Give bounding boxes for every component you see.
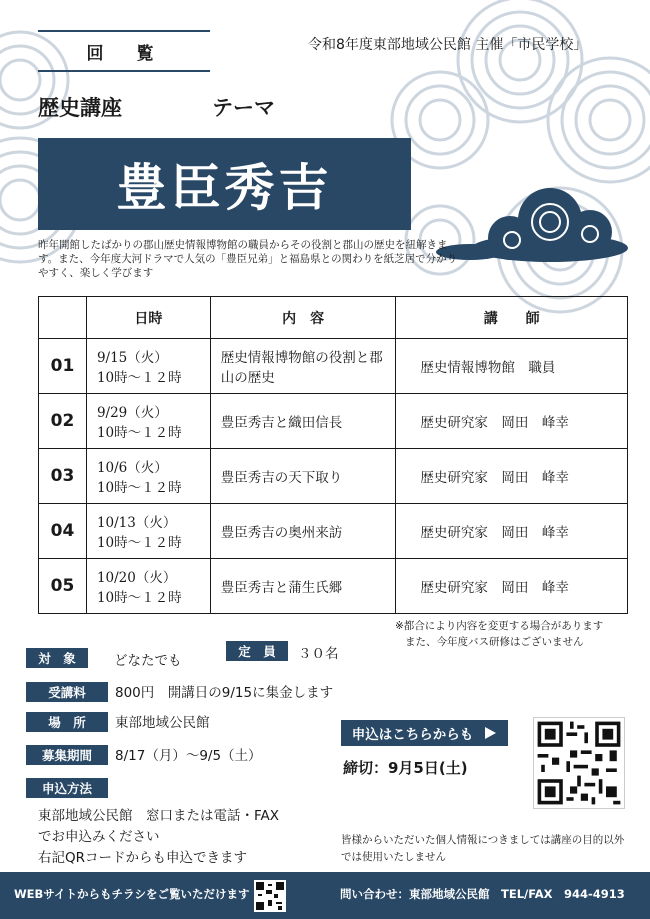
schedule-table (38, 296, 628, 614)
table-row (39, 339, 628, 394)
deadline: 締切：9月5日(土) (343, 759, 468, 777)
change-note (395, 618, 603, 650)
note-line: ※都合により内容を変更する場合があります (395, 620, 604, 632)
header-content: 内 容 (210, 297, 396, 339)
fee-value: 800円 開講日の9/15に集金します (115, 685, 334, 701)
row-content: 豊臣秀吉の天下取り (210, 449, 396, 504)
how-text (38, 806, 279, 869)
circulation-label (38, 30, 210, 72)
row-date: 10/13（火） (96, 515, 177, 531)
row-content: 歴史情報博物館の役割と郡山の歴史 (210, 339, 396, 394)
row-content: 豊臣秀吉の奥州来訪 (210, 504, 396, 559)
row-num: 03 (39, 449, 87, 504)
how-line: 右記QRコードからも申込できます (38, 850, 248, 866)
theme-label: テーマ (212, 96, 275, 120)
row-num: 05 (39, 559, 87, 614)
row-time: 10時～１２時 (96, 425, 182, 441)
row-date: 9/29（火） (96, 405, 168, 421)
row-date: 9/15（火） (96, 350, 168, 366)
row-num: 04 (39, 504, 87, 559)
row-content: 豊臣秀吉と織田信長 (210, 394, 396, 449)
row-teacher: 歴史研究家 岡田 峰幸 (396, 394, 628, 449)
place-label: 場 所 (26, 712, 108, 732)
note-line: また、今年度バス研修はございません (405, 636, 584, 648)
row-time: 10時～１２時 (96, 590, 182, 606)
row-datetime (86, 394, 210, 449)
organizer: 令和8年度東部地域公民館 主催「市民学校」 (308, 37, 588, 53)
row-time: 10時～１２時 (96, 480, 182, 496)
row-datetime (86, 339, 210, 394)
main-title: 豊臣秀吉 (38, 138, 411, 230)
row-date: 10/6（火） (96, 460, 168, 476)
table-row (39, 559, 628, 614)
cloud-icon (430, 180, 630, 270)
row-time: 10時～１２時 (96, 535, 182, 551)
header-teacher: 講 師 (396, 297, 628, 339)
play-arrow-icon (483, 726, 497, 740)
row-time: 10時～１２時 (96, 370, 182, 386)
period-label: 募集期間 (26, 745, 108, 765)
series-label: 歴史講座 (38, 96, 122, 120)
qr-code-icon[interactable] (254, 880, 286, 912)
target-value: どなたでも (114, 653, 182, 669)
qr-code-icon[interactable] (533, 717, 625, 809)
row-num: 02 (39, 394, 87, 449)
header-date: 日時 (86, 297, 210, 339)
target-label: 対 象 (26, 648, 88, 668)
row-datetime (86, 504, 210, 559)
row-teacher: 歴史研究家 岡田 峰幸 (396, 504, 628, 559)
capacity-label: 定 員 (226, 641, 288, 661)
row-date: 10/20（火） (96, 570, 177, 586)
row-teacher: 歴史研究家 岡田 峰幸 (396, 559, 628, 614)
row-num: 01 (39, 339, 87, 394)
circulation-text: 回 覧 (86, 43, 162, 64)
row-teacher: 歴史情報博物館 職員 (396, 339, 628, 394)
fee-label: 受講料 (26, 682, 108, 702)
row-content: 豊臣秀吉と蒲生氏郷 (210, 559, 396, 614)
footer-web-text: WEBサイトからもチラシをご覧いただけます (14, 887, 250, 901)
capacity-value: ３０名 (298, 646, 339, 662)
how-label: 申込方法 (26, 778, 108, 798)
how-line: でお申込みください (38, 829, 160, 845)
how-line: 東部地域公民館 窓口または電話・FAX (38, 808, 280, 824)
footer (0, 872, 650, 919)
table-row (39, 449, 628, 504)
header-num (39, 297, 87, 339)
table-row (39, 394, 628, 449)
row-teacher: 歴史研究家 岡田 峰幸 (396, 449, 628, 504)
intro-text: 昨年開館したばかりの郡山歴史情報博物館の職員からその役割と郡山の歴史を紐解きます。また、今年度大河ドラマで人気の「豊臣兄弟」と福島県との関わりを紙芝居で分かりやすく、楽しく学びます (38, 239, 458, 279)
table-row (39, 504, 628, 559)
footer-contact: 問い合わせ：東部地域公民館 TEL/FAX 944-4913 (340, 887, 625, 901)
row-datetime (86, 559, 210, 614)
place-value: 東部地域公民館 (115, 715, 210, 731)
apply-button-label: 申込はこちらからも (351, 727, 474, 743)
row-datetime (86, 449, 210, 504)
period-value: 8/17（月）～9/5（土） (115, 748, 262, 764)
privacy-note: 皆様からいただいた個人情報につきましては講座の目的以外では使用いたしません (341, 834, 625, 863)
apply-button[interactable] (341, 720, 508, 746)
table-header-row (39, 297, 628, 339)
